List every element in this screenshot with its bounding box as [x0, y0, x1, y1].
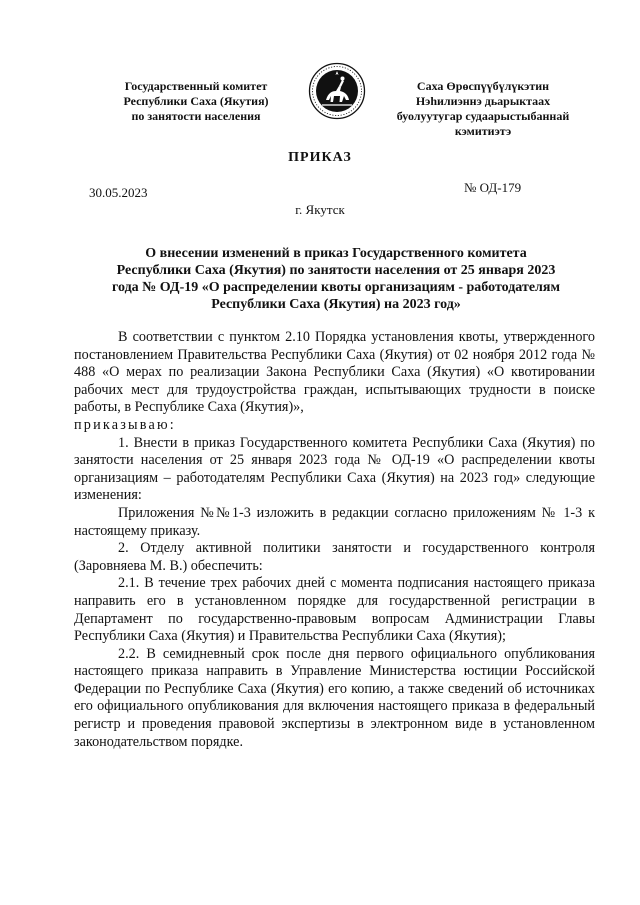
document-body [74, 329, 595, 751]
body-paragraph: В соответствии с пунктом 2.10 Порядка установления квоты, утвержденного постановлением Правительства Республики Саха (Якутия) от 02 ноября 2012 года № 488 «О мерах по реализации Закона Республики Саха (Якутия) «О квотировании рабочих мест для трудоустройства граждан, испытывающих трудности в поиске работы, в Республике Саха (Якутия)», [74, 329, 595, 416]
header-left-line: Государственный комитет [124, 79, 268, 93]
header-left-line: по занятости населения [131, 109, 261, 123]
header-right-organization [378, 79, 588, 139]
header-right-line: буолуутугар судаарыстыбаннай [396, 109, 570, 123]
body-paragraph: 2. Отделу активной политики занятости и государственного контроля (Заровняева М. В.) обеспечить: [74, 540, 595, 574]
header-left-line: Республики Саха (Якутия) [123, 94, 269, 108]
body-paragraph: 1. Внести в приказ Государственного комитета Республики Саха (Якутия) по занятости населения от 25 января 2023 года № ОД-19 «О распределении квоты организациям – работодателям Республики Саха (Якутия) на 2023 год» следующие изменения: [74, 434, 595, 504]
document-title [86, 245, 586, 313]
document-date: 30.05.2023 [89, 185, 148, 200]
title-line: года № ОД-19 «О распределении квоты организациям - работодателям [111, 280, 561, 295]
header-right-line: Саха Өрөспүүбүлүкэтин [416, 79, 550, 93]
document-type: ПРИКАЗ [288, 150, 352, 165]
document-number: № ОД-179 [464, 180, 522, 195]
body-paragraph: 2.2. В семидневный срок после дня первого официального опубликования настоящего приказа направить в Управление Министерства юстиции Российской Федерации по Республике Саха (Якутия) его копию, а также сведений об источниках его официального опубликования для включения настоящего приказа в федеральный регистр и проведения правовой экспертизы в электронном виде в установленном законодательством порядке. [74, 645, 595, 750]
header-right-line: Нэһилиэннэ дьарыктаах [415, 94, 551, 108]
document-city: г. Якутск [295, 202, 345, 217]
title-line: Республики Саха (Якутия) по занятости населения от 25 января 2023 [116, 263, 556, 278]
body-paragraph: Приложения №№1-3 изложить в редакции согласно приложениям № 1-3 к настоящему приказу. [74, 504, 595, 539]
header-left-organization [96, 79, 296, 124]
order-phrase: приказываю: [74, 416, 176, 433]
body-paragraph: 2.1. В течение трех рабочих дней с момента подписания настоящего приказа направить его в установленном порядке для государственной регистрации в Департамент по государственно-правовым вопросам Администрации Главы Республики Саха (Якутия) и Правительства Республики Саха (Якутия); [74, 575, 595, 645]
header-right-line: кэмитиэтэ [454, 124, 512, 138]
coat-of-arms-emblem-icon [308, 62, 366, 120]
title-line: Республики Саха (Якутия) на 2023 год» [211, 297, 461, 312]
title-line: О внесении изменений в приказ Государственного комитета [145, 246, 527, 261]
